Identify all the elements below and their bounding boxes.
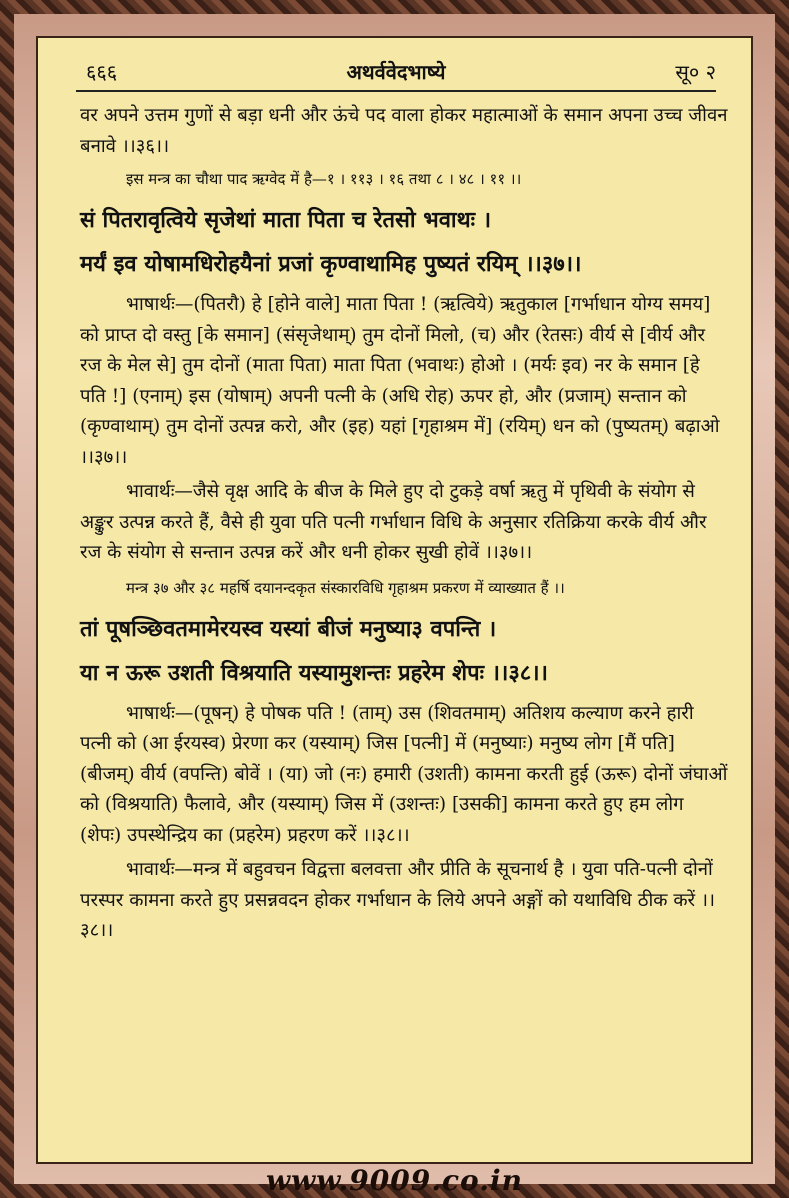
page-header [76,58,716,86]
header-rule [76,90,716,92]
mantra-38-line-1: तां पूषञ्छिवतमामेरयस्व यस्यां बीजं मनुष्या३ वपन्ति । [80,615,497,642]
document-page [36,36,753,1164]
website-watermark: www.9009.co.in [266,1164,523,1197]
sukta-label: सू० २ [675,60,716,84]
mantra-37-line-2: मर्यं इव योषामधिरोहयैनां प्रजां कृण्वाथामिह पुष्यतं रयिम् ।।३७।। [80,251,582,277]
mantra-38-line-2: या न ऊरू उशती विश्रयाति यस्यामुशन्तः प्रहरेम शेपः ।।३८।। [80,659,548,686]
page-title: अथर्ववेदभाष्ये [346,60,446,84]
bhashartha-37: भाषार्थः—(पितरौ) हे [होने वाले] माता पिता ! (ऋत्विये) ऋतुकाल [गर्भाधान योग्य समय] को प्राप्त दो वस्तु [के समान] (संसृजेथाम्) तुम दोनों मिलो, (च) और (रेतसः) वीर्य से [वीर्य और रज के मेल से] तुम दोनों (माता पिता) माता पिता (भवाथः) होओ । (मर्यः इव) नर के समान [हे पति !] (एनाम्) इस (योषाम्) अपनी पत्नी के (अधि रोह) ऊपर हो, और (प्रजाम्) सन्तान को (कृण्वाथाम्) तुम दोनों उत्पन्न करो, और (इह) यहां [गृहाश्रम में] (रयिम्) धन को (पुष्यतम्) बढ़ाओ ।।३७।। [80,294,720,468]
paragraph-36-end: वर अपने उत्तम गुणों से बड़ा धनी और ऊंचे पद वाला होकर महात्माओं के समान अपना उच्च जीवन बनावे ।।३६।। [80,105,728,157]
bhashartha-38: भाषार्थः—(पूषन्) हे पोषक पति ! (ताम्) उस (शिवतमाम्) अतिशय कल्याण करने हारी पत्नी को (आ ईरयस्व) प्रेरणा कर (यस्याम्) जिस [पत्नी] में (मनुष्याः) मनुष्य लोग [मैं पति] (बीजम्) वीर्य (वपन्ति) बोवें । (या) जो (नः) हमारी (उशती) कामना करती हुई (ऊरू) दोनों जंघाओं को (विश्रयाति) फैलावे, और (यस्याम्) जिस में (उशन्तः) [उसकी] कामना करते हुए हम लोग (शेपः) उपस्थेन्द्रिय का (प्रहरेम) प्रहरण करें ।।३८।। [80,702,728,846]
note-sanskarvidhi: मन्त्र ३७ और ३८ महर्षि दयानन्दकृत संस्कारविधि गृहाश्रम प्रकरण में व्याख्यात हैं ।। [126,578,565,597]
page-number: ६६६ [86,60,118,84]
note-rigveda: इस मन्त्र का चौथा पाद ऋग्वेद में है—१ । ११३ । १६ तथा ८ । ४८ । ११ ।। [126,170,522,188]
bhavartha-37: भावार्थः—जैसे वृक्ष आदि के बीज के मिले हुए दो टुकड़े वर्षा ऋतु में पृथिवी के संयोग से अङ्कुर उत्पन्न करते हैं, वैसे ही युवा पति पत्नी गर्भाधान विधि के अनुसार रतिक्रिया करके वीर्य और रज के संयोग से सन्तान उत्पन्न करें और धनी होकर सुखी होवें ।।३७।। [80,481,707,563]
mantra-37-line-1: सं पितरावृत्विये सृजेथां माता पिता च रेतसो भवाथः । [80,207,492,233]
content [80,100,730,947]
bhavartha-38: भावार्थः—मन्त्र में बहुवचन विद्वत्ता बलवत्ता और प्रीति के सूचनार्थ है । युवा पति-पत्नी दोनों परस्पर कामना करते हुए प्रसन्नवदन होकर गर्भाधान के लिये अपने अङ्गों को यथाविधि ठीक करें ।।३८।। [80,859,715,941]
